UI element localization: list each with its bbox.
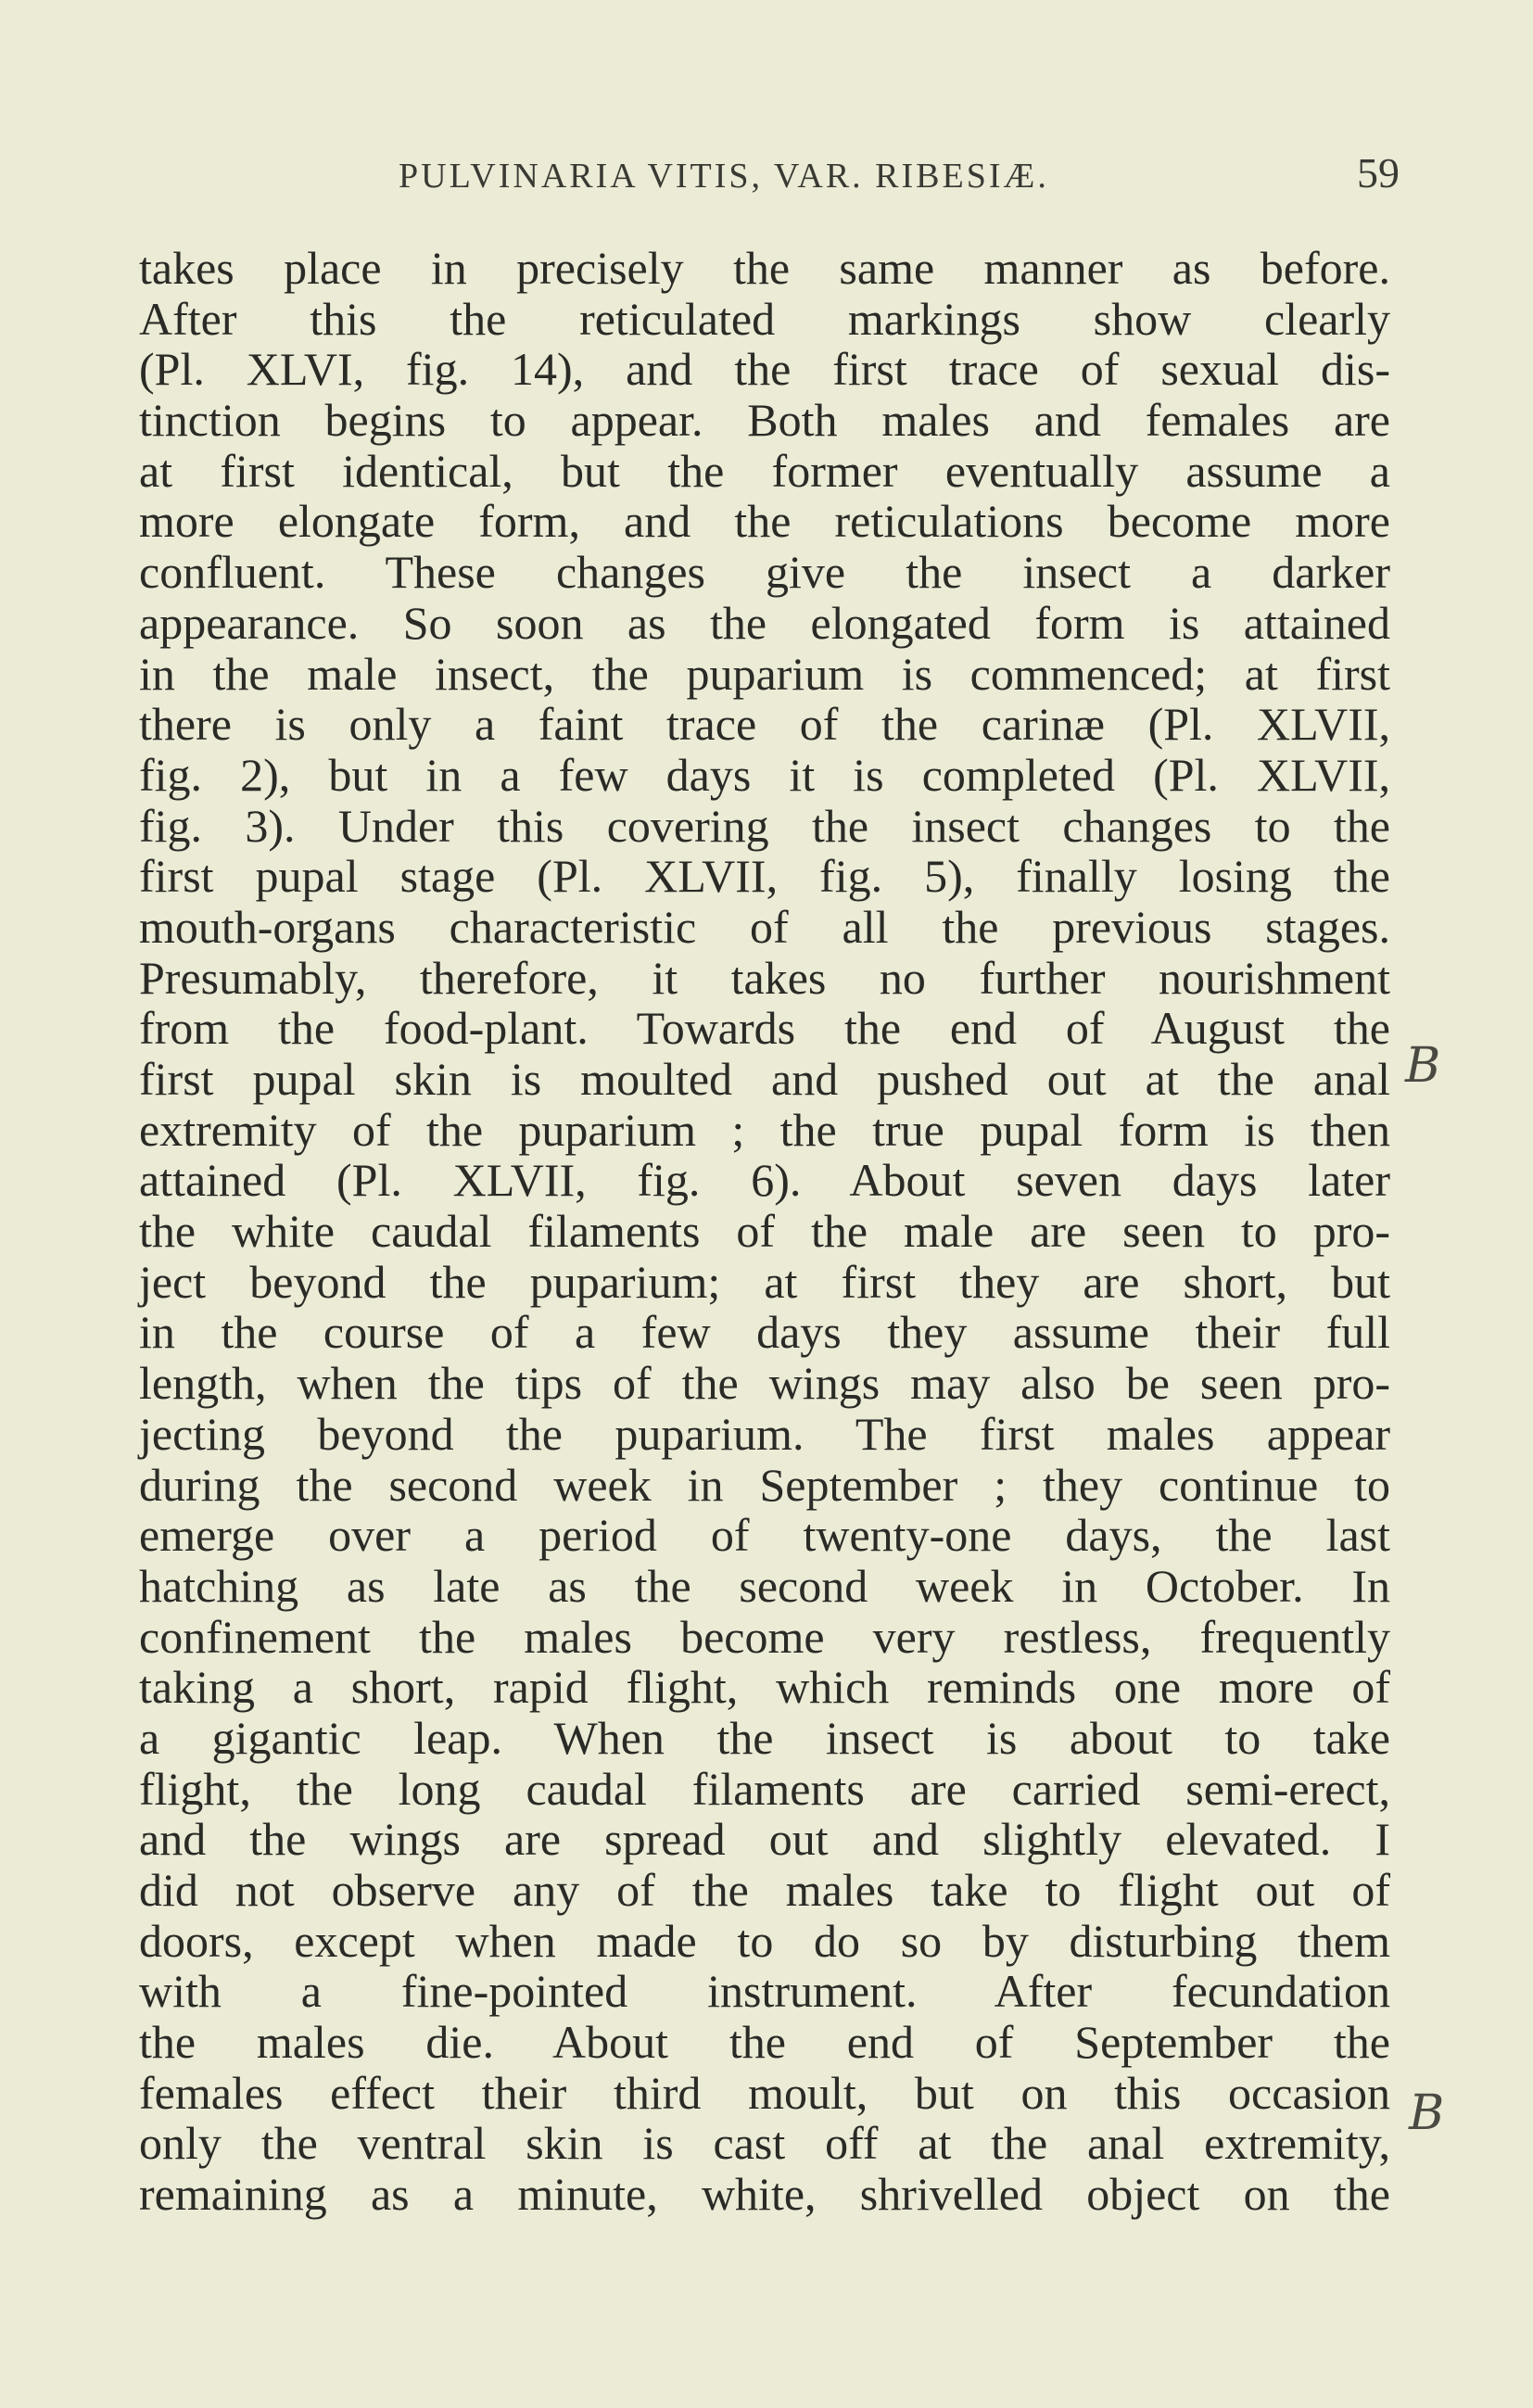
margin-mark: B: [1409, 2085, 1445, 2141]
text-line: the white caudal filaments of the male are seen to pro-: [139, 1205, 1390, 1258]
text-line: in the male insect, the puparium is commenced; at first: [139, 647, 1390, 700]
text-line: with a fine-pointed instrument. After fecundation: [139, 1965, 1390, 2018]
text-line: did not observe any of the males take to flight out of: [139, 1864, 1390, 1916]
text-line: extremity of the puparium ; the true pupal form is then: [139, 1103, 1390, 1156]
text-line: emerge over a period of twenty-one days, the last: [139, 1509, 1390, 1562]
text-line: more elongate form, and the reticulations become more: [139, 495, 1390, 548]
text-line: takes place in precisely the same manner as before.: [139, 242, 1390, 294]
text-line: (Pl. XLVI, fig. 14), and the first trace of sexual dis-: [139, 343, 1390, 396]
text-line: a gigantic leap. When the insect is about to take: [139, 1711, 1390, 1764]
text-line: at first identical, but the former eventually assume a: [139, 444, 1390, 497]
text-line: from the food-plant. Towards the end of August the: [139, 1002, 1390, 1055]
text-line: females effect their third moult, but on this occasion: [139, 2066, 1390, 2119]
text-line: Presumably, therefore, it takes no further nourishment: [139, 951, 1390, 1004]
text-line: first pupal skin is moulted and pushed out at the anal: [139, 1053, 1390, 1105]
text-line: first pupal stage (Pl. XLVII, fig. 5), finally losing the: [139, 850, 1390, 903]
text-line: attained (Pl. XLVII, fig. 6). About seven days later: [139, 1154, 1390, 1207]
text-line: hatching as late as the second week in October. In: [139, 1559, 1390, 1612]
text-line: appearance. So soon as the elongated form is attained: [139, 596, 1390, 649]
text-line: tinction begins to appear. Both males and females are: [139, 394, 1390, 447]
text-line: doors, except when made to do so by disturbing them: [139, 1914, 1390, 1967]
text-line: remaining as a minute, white, shrivelled object on the: [139, 2168, 1390, 2221]
text-line: confluent. These changes give the insect a darker: [139, 546, 1390, 599]
text-line: fig. 2), but in a few days it is completed (Pl. XLVII,: [139, 748, 1390, 801]
text-line: length, when the tips of the wings may also be seen pro-: [139, 1357, 1390, 1410]
text-line: taking a short, rapid flight, which reminds one more of: [139, 1661, 1390, 1714]
page-header: [399, 148, 1400, 204]
page-number: 59: [1357, 149, 1400, 196]
text-line: and the wings are spread out and slightly elevated. I: [139, 1813, 1390, 1866]
text-line: flight, the long caudal filaments are carried semi-erect,: [139, 1762, 1390, 1815]
text-line: the males die. About the end of September the: [139, 2016, 1390, 2069]
running-head: PULVINARIA VITIS, VAR. RIBESIÆ.: [399, 157, 1049, 196]
text-line: ject beyond the puparium; at first they are short, but: [139, 1255, 1390, 1308]
text-line: mouth-organs characteristic of all the previous stages.: [139, 900, 1390, 953]
text-line: there is only a faint trace of the carinæ (Pl. XLVII,: [139, 698, 1390, 751]
text-line: in the course of a few days they assume their full: [139, 1306, 1390, 1359]
text-line: After this the reticulated markings show clearly: [139, 292, 1390, 345]
text-line: jecting beyond the puparium. The first males appear: [139, 1407, 1390, 1460]
text-line: only the ventral skin is cast off at the anal extremity,: [139, 2117, 1390, 2170]
text-line: during the second week in September ; they continue to: [139, 1458, 1390, 1511]
text-line: confinement the males become very restless, frequently: [139, 1610, 1390, 1663]
text-line: fig. 3). Under this covering the insect changes to the: [139, 799, 1390, 852]
margin-mark: B: [1405, 1038, 1441, 1094]
body-text: [139, 243, 1390, 2220]
